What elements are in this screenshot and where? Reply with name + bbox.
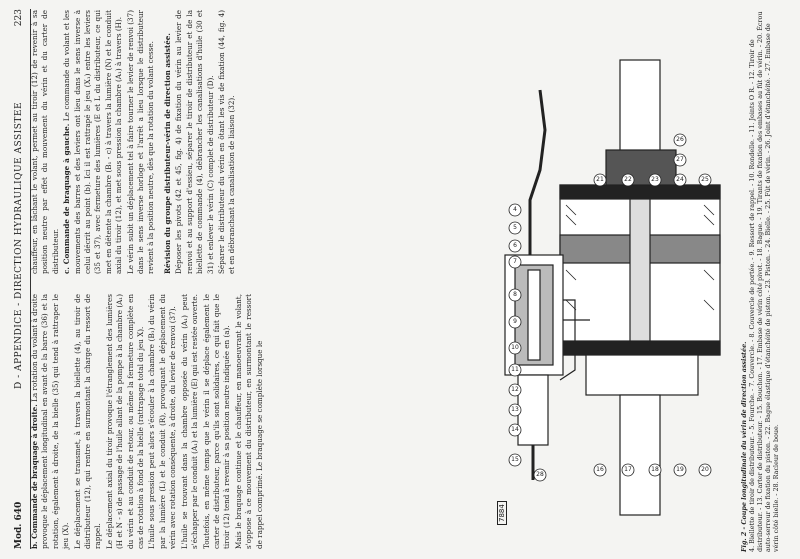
figure-callout-label: 13 (511, 406, 519, 413)
figure-callout-label: 18 (651, 466, 659, 473)
figure-callout-label: 8 (513, 291, 517, 298)
paragraph: Mais le braquage continue et le chauffeur, en manoeuvrant le volant, s'oppose à ce mouvement du distributeur, en surmontant le ressort de rappel comprimé. Le braquage se complète lorsque le (233, 294, 264, 549)
figure-callout-label: 25 (701, 176, 709, 183)
caption-title: Fig. 2 - Coupe longitudinale du vérin de direction assistée. (740, 341, 748, 552)
paragraph: Le déplacement se transmet, à travers la biellette (4), au tiroir de distributeur (12), qui rentre en surmontant la charge du ressort de rappel. (72, 294, 103, 549)
paragraph: Le déplacement axial du tiroir provoque l'étranglement des lumières (H et N - s) de passage de l'huile allant de la pompe à la chambre (A₁) du vérin et au conduit de retour, ou même la fermeture complète en cas de rotation à fond de la bielle (rattrapage total du jeu X). (104, 294, 146, 549)
figure-callout-label: 22 (624, 176, 632, 183)
paragraph-text: Le commande du volant et les mouvements des barres et des leviers ont lieu dans le sens inverse à celui décrit au point (b). Ici il est rattrapé le jeu (X₁) entre les leviers (35 et 37), avec fermeture des lumières (E et L du distributeur, ce qui met en détente la chambre (B₁ - c) à travers la lumière (N) et le conduit axial du tiroir (12), et met sous pression la chambre (A₁) à travers (H). (62, 10, 124, 274)
figure-callout-label: 7 (513, 258, 517, 265)
figure-callout-label: 12 (511, 386, 519, 393)
figure-callout-label: 15 (511, 456, 519, 463)
paragraph: L'huile sous pression peut alors s'écouler à la chambre (B₁) du vérin par la lumière (L) et le conduit (R), provoquant le déplacement du vérin avec rotation conséquente, à droite, du levier de renvoi (37). (147, 294, 178, 549)
figure-callout-label: 19 (676, 466, 684, 473)
paragraph: Déposer les pivots (42 et 45, fig. 4) de fixation du vérin au levier de renvoi et au support d'essieu, séparer le tiroir de distributeur et de la biellette de commande (4), débrancher les canalisations d'huile (30 et 31) et enlever le vérin (C) complet de distributeur (D). (174, 10, 215, 274)
figure-callout-label: 9 (513, 318, 517, 325)
figure-callout-label: 27 (676, 156, 684, 163)
figure-callout-label: 16 (596, 466, 604, 473)
paragraph-heading: c. Commande de braquage à gauche. (62, 123, 72, 274)
page-number: 223 (14, 9, 24, 27)
figure-callout-label: 11 (511, 366, 519, 373)
figure-callout-label: 10 (511, 344, 519, 351)
paragraph: chauffeur, en lâchant le volant, permet au tiroir (12) de revenir à sa position neutre par effet du mouvement du vérin et du carter de distributeur. (30, 10, 60, 274)
figure-callout-label: 14 (511, 426, 519, 433)
section-heading: Révision du groupe distributeur-vérin de direction assistée. (162, 33, 172, 274)
figure-callout-label: 4 (513, 206, 517, 213)
header-title: D - APPENDICE - DIRECTION HYDRAULIQUE ASSISTEE (14, 101, 24, 389)
paragraph: L'huile se trouvant dans la chambre opposée du vérin (A₁) peut s'échapper par le conduit (A₁) et la lumière (E) qui est restée ouverte. (179, 294, 200, 549)
figure-callout-label: 28 (536, 471, 544, 478)
figure-callout-label: 24 (676, 176, 684, 183)
paragraph-heading: b. Commande de braquage à droite. (30, 404, 39, 549)
figure-callout-label: 26 (676, 136, 684, 143)
figure-caption (740, 7, 780, 552)
paragraph: Le vérin subit un déplacement tel à faire tourner le levier de renvoi (37) dans le sens inverse horloge et l'arrêt a lieu lorsque le distributeur revient à la position neutre, dès que la rotation du volant cesse. (125, 10, 156, 274)
figure-callout-label: 5 (513, 224, 517, 231)
figure-callout-label: 17 (624, 466, 632, 473)
figure-callout-label: 23 (651, 176, 659, 183)
paragraph-text: La rotation du volant à droite provoque le déplacement longitudinal en avant de la barre (36) et la rotation, également à droite, de la bielle (35) qui tend à rattraper le jeu (X). (30, 294, 71, 549)
paragraph: Séparer le distributeur du vérin en ôtant les vis de fixation (44, fig. 4) et en débranchant la canalisation de liaison (32). (216, 10, 237, 274)
caption-text: 4. Biellette de tiroir de distributeur. - 5. Fourche. - 7. Couvercle. - 8. Couvercle de portée. - 9. Ressort de rappel. - 10. Rondelle. - 11. Joints O R. - 12. Tiroir de distributeur. - 13. Carter de distributeur. - 15. Bouchon. - 17. Embase de vérin côté pivot. - 18. Bague. - 19. Tirants de fixation des embases au fût de vérin. - 20. Écrou auto-serreur de fixation du piston. - 22. Bague élastique d'étanchéité de piston. - 23. Piston. - 24. Bielle. - 25. Fût de vérin. - 26. Joint d'étanchéité. - 27. Embase de vérin côté bielle. - 28. Racleur de boue. (748, 11, 780, 552)
figure-callout-label: 6 (513, 242, 517, 249)
figure-callout-label: 21 (596, 176, 604, 183)
model-label: Mod. 640 (14, 501, 24, 549)
paragraph: Toutefois, en même temps que le vérin il se déplace également le carter de distributeur, parce qu'ils sont solidaires, ce qui fait que le tiroir (12) tend à revenir à sa position neutre indiquée en (a). (201, 294, 232, 549)
figure-callout-label: 20 (701, 466, 709, 473)
figure-ref: 7884 (497, 501, 507, 525)
